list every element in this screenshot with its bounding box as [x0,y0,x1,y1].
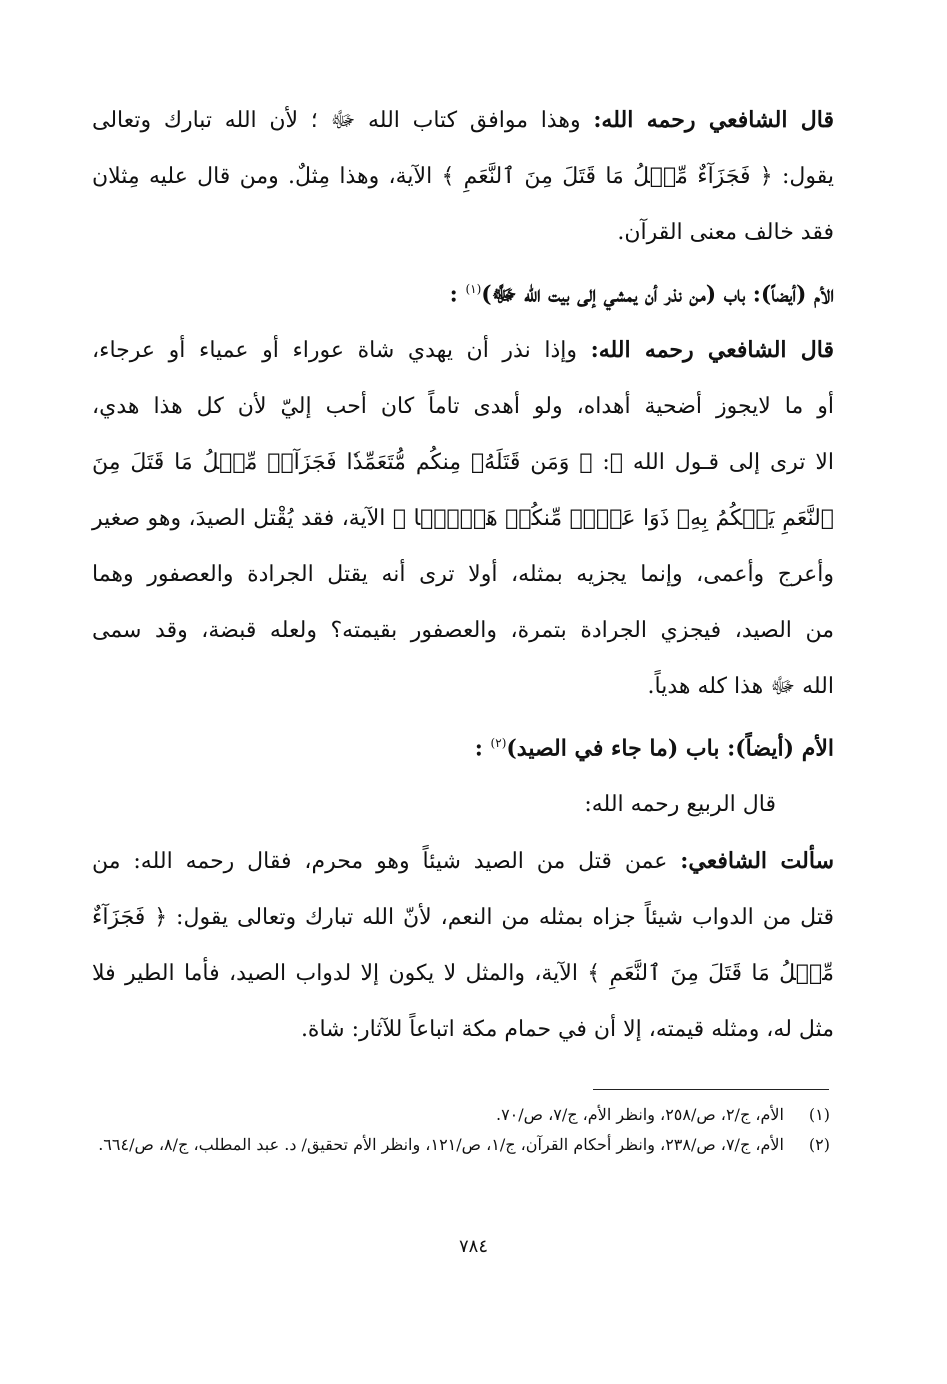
text-line: أو ما لايجوز أضحية أهداه، ولو أهدى تاماً كان أحب إليّ لأن كل هذا هدي، [92,394,834,420]
footnote-ref: (٢) [490,736,507,751]
footnote [70,1130,830,1160]
section-heading: الأم (أيضاً): باب (ما جاء في الصيد)$^{(٢)}$ : [474,735,834,762]
footnote-divider [593,1089,829,1090]
speaker-label: سألت الشافعي: [680,847,835,874]
footnote-text: الأم، ج/٧، ص/٢٣٨، وانظر أحكام القرآن، ج/١، ص/١٢١، وانظر الأم تحقيق/ د. عبد المطلب، ج/٨، ص/٦٦٤. [98,1135,784,1154]
footnote-number: (٢) [808,1135,830,1154]
text-line: فقد خالف معنى القرآن. [617,220,834,245]
text-line: الله ﷻ هذا كله هدياً. [647,674,834,700]
text-line: قال الشافعي رحمه الله: وإذا نذر أن يهدي شاة عوراء أو عمياء أو عرجاء، [92,337,835,364]
footnote [70,1100,830,1130]
text-line: قال الشافعي رحمه الله: وهذا موافق كتاب الله ﷻ ؛ لأن الله تبارك وتعالى [92,107,835,133]
text-line: مِّثۡلُ مَا قَتَلَ مِنَ ٱلنَّعَمِ ﴾ الآية، والمثل لا يكون إلا لدواب الصيد، فأما الطير فلا [92,960,834,986]
footnote-number: (١) [808,1105,830,1124]
text-line: وأعرج وأعمى، وإنما يجزيه بمثله، أولا ترى أنه يقتل الجرادة والعصفور وهما [92,562,834,588]
paragraph-1 [92,92,834,261]
footnote-text: الأم، ج/٢، ص/٢٥٨، وانظر الأم، ج/٧، ص/٧٠. [495,1105,784,1124]
page-number: ٧٨٤ [458,1236,488,1257]
text-line: ٱلنَّعَمِ يَحۡكُمُ بِهِۦ ذَوَا عَدۡلٖ مِّنكُمۡ هَدۡيَۢا ﴾ الآية، فقد يُقْتل الصيدَ، وهو صغير [92,506,834,532]
text-line: يقول: ﴿ فَجَزَآءٌ مِّثۡلُ مَا قَتَلَ مِنَ ٱلنَّعَمِ ﴾ الآية، وهذا مِثلٌ. ومن قال عليه مِثلان [92,164,834,189]
text-line: من الصيد، فيجزي الجرادة بتمرة، والعصفور بقيمته؟ ولعله قبضة، وقد سمى [92,618,834,644]
speaker-label: قال الشافعي رحمه الله: [593,107,835,133]
paragraph-2 [92,322,834,715]
paragraph-3 [92,777,834,833]
main-text [92,92,834,1058]
footnote-ref: (١) [465,282,482,296]
text-line: الا ترى إلى قـول الله ﷻ: ﴿ وَمَن قَتَلَهُۥ مِنكُم مُّتَعَمِّدٗا فَجَزَآءٞ مِّثۡلُ مَا قَتَلَ مِنَ [92,450,834,476]
paragraph-4 [92,833,834,1058]
footnotes [70,1100,830,1160]
speaker-label: قال الشافعي رحمه الله: [590,337,835,364]
text-line: قتل من الدواب شيئاً جزاه بمثله من النعم، لأنّ الله تبارك وتعالى يقول: ﴿ فَجَزَآءٌ [92,904,834,930]
section-heading: الأم (أيضاً): باب (من نذر أن يمشي إلى بيت الله ﷻ)$^{(١)}$ : [449,281,834,308]
text-line: سألت الشافعي: عمن قتل من الصيد شيئاً وهو محرم، فقال رحمه الله: من [92,847,835,874]
text-line: مثل له، ومثله قيمته، إلا أن في حمام مكة اتباعاً للآثار: شاة. [300,1016,834,1042]
text-line: قال الربيع رحمه الله: [584,791,776,817]
